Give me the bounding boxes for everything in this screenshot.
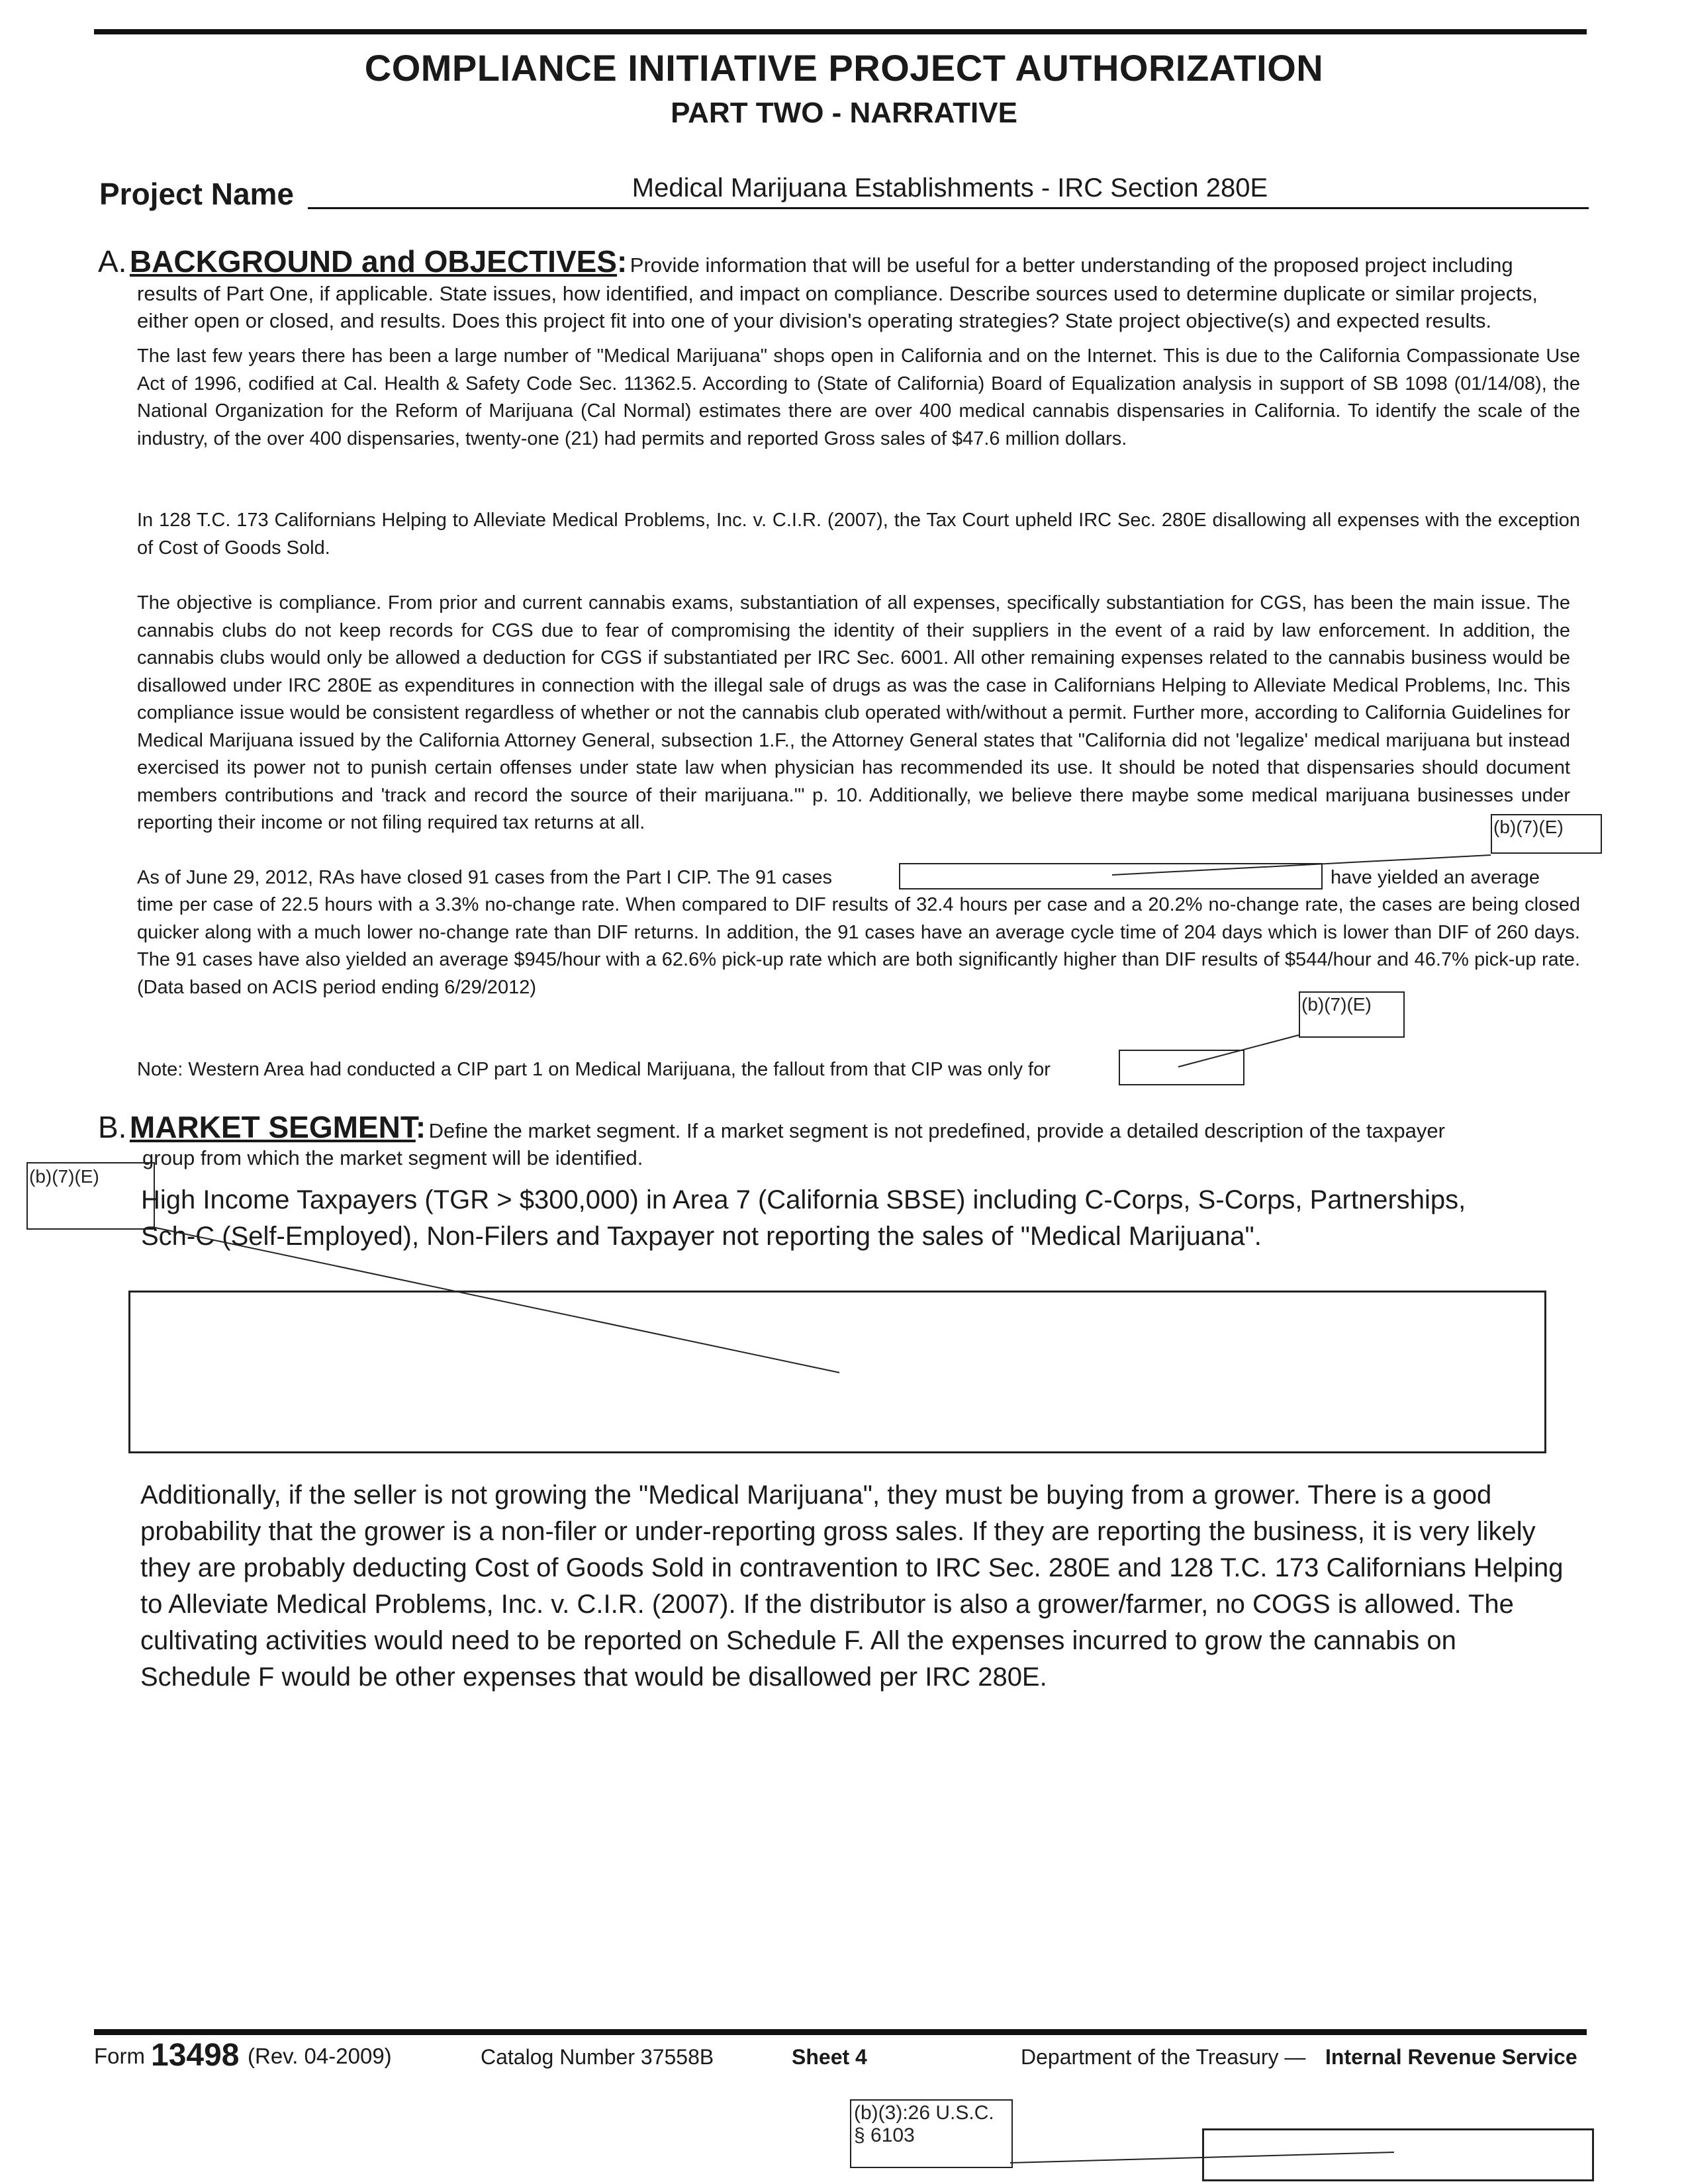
additional-paragraph: Additionally, if the seller is not growing the "Medical Marijuana", they must be buying from a grower. There is a good probability that the grower is a non-filer or under-reporting gross sales. If they are reporting the business, it is very likely they are probably deducting Cost of Goods Sold in contravention to IRC Sec. 280E and 128 T.C. 173 Californians Helping to Alleviate Medical Problems, Inc. v. C.I.R. (2007). If the distributor is also a grower/farmer, no COGS is allowed. The cultivating activities would need to be reported on Schedule F. All the expenses incurred to grow the cannabis on Schedule F would be other expenses that would be disallowed per IRC 280E. [140,1480,1564,1692]
background-paragraph-2: In 128 T.C. 173 Californians Helping to Alleviate Medical Problems, Inc. v. C.I.R. (2007), the Tax Court upheld IRC Sec. 280E disallowing all expenses with the exception of Cost of Goods Sold. [137,510,1580,559]
redaction-label-b7e-2: (b)(7)(E) [1301,994,1372,1015]
market-segment-line-1: High Income Taxpayers (TGR > $300,000) in Area 7 (California SBSE) including C-Corps, S-Corps, Partnerships, [141,1185,1466,1214]
page-title: COMPLIANCE INITIATIVE PROJECT AUTHORIZATION [364,47,1324,89]
section-b-heading: MARKET SEGMENT [129,1110,416,1144]
objective-paragraph: The objective is compliance. From prior and current cannabis exams, substantiation of all expenses, specifically substantiation for CGS, has been the main issue. The cannabis clubs do not keep records for CGS due to fear of compromising the identity of their suppliers in the event of a raid by law enforcement. In addition, the cannabis clubs would only be allowed a deduction for CGS if substantiated per IRC Sec. 6001. All other remaining expenses related to the cannabis business would be disallowed under IRC 280E as expenditures in connection with the illegal sale of drugs as was the case in Californians Helping to Alleviate Medical Problems, Inc. This compliance issue would be consistent regardless of whether or not the cannabis club operated with/without a permit. Further more, according to California Guidelines for Medical Marijuana issued by the California Attorney General, subsection 1.F., the Attorney General states that "California did not 'legalize' medical marijuana but instead exercised its power not to punish certain offenses under state law when physician has recommended its use. It should be noted that dispensaries should document members contributions and 'track and record the source of their marijuana.'" p. 10. Additionally, we believe there maybe some medical marijuana businesses under reporting their income or not filing required tax returns at all. [137,592,1570,833]
section-b-colon: : [415,1110,426,1144]
western-area-note: Note: Western Area had conducted a CIP part 1 on Medical Marijuana, the fallout from that CIP was only for [137,1059,1051,1080]
results-text-part-2: have yielded an average [1331,867,1540,888]
redaction-label-b7e-1: (b)(7)(E) [1493,817,1564,837]
project-name-label: Project Name [99,177,295,211]
catalog-number: Catalog Number 37558B [481,2045,714,2069]
form-revision: (Rev. 04-2009) [248,2044,392,2068]
section-a-letter: A. [98,244,127,279]
background-paragraph-1: The last few years there has been a large number of "Medical Marijuana" shops open in California and on the Internet. This is due to the California Compassionate Use Act of 1996, codified at Cal. Health & Safety Code Sec. 11362.5. According to (State of California) Board of Equalization analysis in support of SB 1098 (01/14/08), the National Organization for the Reform of Marijuana (Cal Normal) estimates there are over 400 medical cannabis dispensaries in California. To identify the scale of the industry, of the over 400 dispensaries, twenty-one (21) had permits and reported Gross sales of $47.6 million dollars. [137,345,1580,449]
section-a-heading: BACKGROUND and OBJECTIVES [129,244,617,279]
form-number: 13498 [151,2038,240,2073]
department-label: Department of the Treasury — [1021,2045,1306,2069]
section-a-colon: : [617,244,628,279]
section-a-instructions-2: results of Part One, if applicable. State issues, how identified, and impact on compliance. Describe sources used to determine duplicate or similar projects, [137,282,1538,305]
irs-label: Internal Revenue Service [1325,2045,1577,2069]
redaction-label-b7e-3: (b)(7)(E) [29,1166,99,1187]
sheet-number: Sheet 4 [792,2045,867,2069]
results-text-part-1: As of June 29, 2012, RAs have closed 91 cases from the Part I CIP. The 91 cases [137,867,832,888]
page-subtitle: PART TWO - NARRATIVE [671,97,1017,129]
redaction-label-b3: (b)(3):26 U.S.C. § 6103 [854,2102,994,2146]
section-a-instructions-3: either open or closed, and results. Does this project fit into one of your division's operating strategies? State project objective(s) and expected results. [137,309,1492,332]
results-paragraph-rest: time per case of 22.5 hours with a 3.3% no-change rate. When compared to DIF results of 32.4 hours per case and a 20.2% no-change rate, the cases are being closed quicker along with a much lower no-change rate than DIF returns. In addition, the 91 cases have an average cycle time of 204 days which is lower than DIF of 260 days. The 91 cases have also yielded an average $945/hour with a 62.6% pick-up rate which are both significantly higher than DIF results of $544/hour and 46.7% pick-up rate. (Data based on ACIS period ending 6/29/2012) [137,894,1580,998]
section-b-letter: B. [98,1110,127,1144]
market-segment-line-2: Sch-C (Self-Employed), Non-Filers and Taxpayer not reporting the sales of "Medical Marijuana". [141,1222,1262,1251]
section-b-instructions-2: group from which the market segment will be identified. [142,1146,643,1169]
section-a-instructions-1: Provide information that will be useful for a better understanding of the proposed project including [630,253,1513,277]
section-b-instructions-1: Define the market segment. If a market segment is not predefined, provide a detailed description of the taxpayer [428,1119,1445,1142]
form-prefix: Form [94,2044,145,2068]
project-name-value: Medical Marijuana Establishments - IRC Section 280E [632,173,1268,203]
